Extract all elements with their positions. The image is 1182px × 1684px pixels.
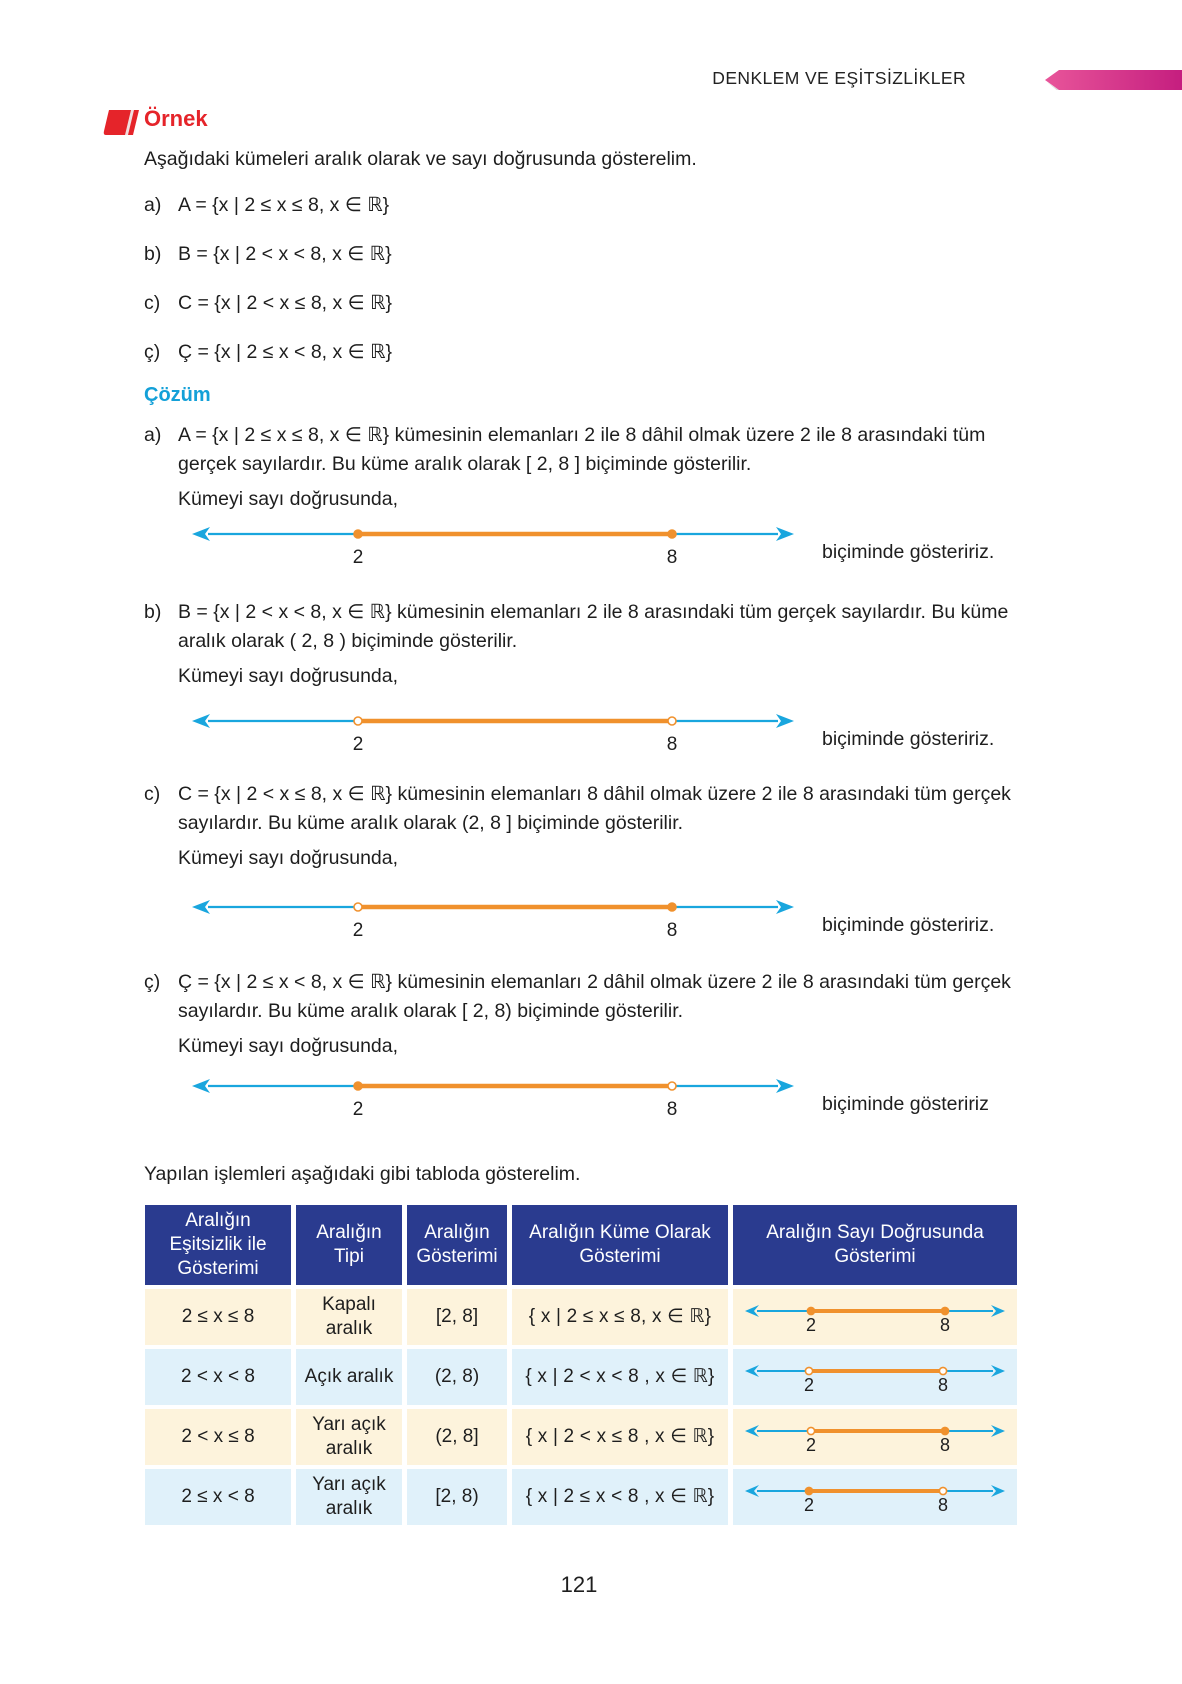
example-item-letter: b) [144, 243, 162, 265]
example-item-letter: ç) [144, 341, 161, 363]
table-row [145, 1289, 1017, 1345]
number-line [188, 891, 798, 939]
closed-endpoint-right [941, 1307, 948, 1314]
arrow-right-icon [776, 1079, 794, 1093]
example-item-letter: a) [144, 194, 162, 216]
open-endpoint-right [668, 1082, 676, 1090]
type-cell: Yarı açık aralık [296, 1409, 402, 1465]
number-line [188, 518, 798, 566]
arrow-left-icon [745, 1485, 759, 1497]
number-line-note: biçiminde gösteririz [822, 1093, 989, 1115]
solution-text-line: A = {x | 2 ≤ x ≤ 8, x ∈ ℝ} kümesinin elemanları 2 ile 8 dâhil olmak üzere 2 ile 8 arasındaki tüm [178, 424, 986, 446]
tick-label-right: 8 [666, 1099, 678, 1118]
interval-summary-table [140, 1201, 1022, 1529]
number-line-note: biçiminde gösteririz. [822, 914, 995, 936]
tick-label-right: 8 [666, 734, 678, 753]
tick-label-right: 8 [937, 1375, 949, 1395]
solution-text-line: Kümeyi sayı doğrusunda, [178, 665, 399, 687]
inequality-cell: 2 ≤ x ≤ 8 [145, 1289, 291, 1345]
solution-label: Çözüm [144, 384, 211, 406]
arrow-left-icon [745, 1425, 759, 1437]
column-header: Aralığın Eşitsizlik ile Gösterimi [145, 1205, 291, 1285]
chapter-title: DENKLEM VE EŞİTSİZLİKLER [712, 68, 966, 88]
tick-label-right: 8 [937, 1495, 949, 1515]
solution-letter: c) [144, 783, 161, 805]
solution-text-line: gerçek sayılardır. Bu küme aralık olarak [ 2, 8 ] biçiminde gösterilir. [178, 453, 752, 475]
tick-label-left: 2 [803, 1375, 815, 1395]
interval-cell: [2, 8] [407, 1289, 507, 1345]
number-line-cell [733, 1349, 1017, 1405]
arrow-right-icon [991, 1485, 1005, 1497]
number-line [188, 705, 798, 753]
table-row [145, 1349, 1017, 1405]
tick-label-left: 2 [352, 1099, 364, 1118]
solution-text-line: sayılardır. Bu küme aralık olarak (2, 8 ] biçiminde gösterilir. [178, 812, 684, 834]
chapter-band-decoration [1045, 70, 1182, 90]
arrow-right-icon [776, 714, 794, 728]
number-line [741, 1479, 1009, 1515]
number-line-note: biçiminde gösteririz. [822, 728, 995, 750]
solution-text-line: C = {x | 2 < x ≤ 8, x ∈ ℝ} kümesinin elemanları 8 dâhil olmak üzere 2 ile 8 arasındaki tüm gerçek [178, 783, 1011, 805]
example-label: Örnek [144, 106, 208, 131]
solution-letter: a) [144, 424, 162, 446]
arrow-left-icon [745, 1305, 759, 1317]
closed-endpoint-right [668, 903, 676, 911]
arrow-left-icon [192, 1079, 210, 1093]
arrow-right-icon [776, 527, 794, 541]
tick-label-left: 2 [352, 920, 364, 939]
open-endpoint-left [805, 1367, 812, 1374]
solution-text-line: B = {x | 2 < x < 8, x ∈ ℝ} kümesinin elemanları 2 ile 8 arasındaki tüm gerçek sayılardır. Bu küme [178, 601, 1009, 623]
arrow-left-icon [192, 900, 210, 914]
solution-text-line: Kümeyi sayı doğrusunda, [178, 488, 399, 510]
arrow-right-icon [991, 1305, 1005, 1317]
inequality-cell: 2 < x ≤ 8 [145, 1409, 291, 1465]
interval-cell: (2, 8] [407, 1409, 507, 1465]
set-cell: { x | 2 ≤ x < 8 , x ∈ ℝ} [512, 1469, 728, 1525]
solution-text-line: aralık olarak ( 2, 8 ) biçiminde gösterilir. [178, 630, 518, 652]
set-cell: { x | 2 ≤ x ≤ 8, x ∈ ℝ} [512, 1289, 728, 1345]
solution-letter: ç) [144, 971, 161, 993]
interval-cell: (2, 8) [407, 1349, 507, 1405]
set-cell: { x | 2 < x < 8 , x ∈ ℝ} [512, 1349, 728, 1405]
example-item-text: A = {x | 2 ≤ x ≤ 8, x ∈ ℝ} [178, 194, 390, 216]
example-item-text: B = {x | 2 < x < 8, x ∈ ℝ} [178, 243, 392, 265]
tick-label-left: 2 [803, 1495, 815, 1515]
table-header-row [145, 1205, 1017, 1285]
arrow-left-icon [192, 714, 210, 728]
type-cell: Yarı açık aralık [296, 1469, 402, 1525]
number-line-cell [733, 1409, 1017, 1465]
page-number: 121 [560, 1572, 598, 1597]
interval-cell: [2, 8) [407, 1469, 507, 1525]
table-row [145, 1469, 1017, 1525]
number-line [741, 1419, 1009, 1455]
tick-label-left: 2 [805, 1315, 817, 1335]
column-header: Aralığın Tipi [296, 1205, 402, 1285]
solution-text-line: Kümeyi sayı doğrusunda, [178, 847, 399, 869]
tick-label-left: 2 [352, 734, 364, 753]
open-endpoint-right [939, 1487, 946, 1494]
number-line [741, 1299, 1009, 1335]
solution-text-line: Ç = {x | 2 ≤ x < 8, x ∈ ℝ} kümesinin elemanları 2 dâhil olmak üzere 2 ile 8 arasındaki tüm gerçek [178, 971, 1011, 993]
arrow-left-icon [745, 1365, 759, 1377]
solution-text-line: sayılardır. Bu küme aralık olarak [ 2, 8) biçiminde gösterilir. [178, 1000, 684, 1022]
example-flag-icon [103, 108, 139, 136]
number-line-note: biçiminde gösteririz. [822, 541, 995, 563]
tick-label-left: 2 [352, 547, 364, 566]
column-header: Aralığın Küme Olarak Gösterimi [512, 1205, 728, 1285]
inequality-cell: 2 ≤ x < 8 [145, 1469, 291, 1525]
number-line-cell [733, 1469, 1017, 1525]
closed-endpoint-left [354, 1082, 362, 1090]
table-intro: Yapılan işlemleri aşağıdaki gibi tabloda gösterelim. [144, 1163, 581, 1185]
set-cell: { x | 2 < x ≤ 8 , x ∈ ℝ} [512, 1409, 728, 1465]
solution-text-line: Kümeyi sayı doğrusunda, [178, 1035, 399, 1057]
closed-endpoint-left [805, 1487, 812, 1494]
column-header: Aralığın Sayı Doğrusunda Gösterimi [733, 1205, 1017, 1285]
number-line [188, 1070, 798, 1118]
closed-endpoint-left [807, 1307, 814, 1314]
example-prompt: Aşağıdaki kümeleri aralık olarak ve sayı doğrusunda gösterelim. [144, 148, 697, 170]
closed-endpoint-right [668, 530, 676, 538]
closed-endpoint-left [354, 530, 362, 538]
tick-label-left: 2 [805, 1435, 817, 1455]
table-row [145, 1409, 1017, 1465]
solution-letter: b) [144, 601, 162, 623]
open-endpoint-left [807, 1427, 814, 1434]
closed-endpoint-right [941, 1427, 948, 1434]
example-item-text: Ç = {x | 2 ≤ x < 8, x ∈ ℝ} [178, 341, 393, 363]
open-endpoint-left [354, 903, 362, 911]
arrow-right-icon [776, 900, 794, 914]
tick-label-right: 8 [666, 920, 678, 939]
example-item-letter: c) [144, 292, 161, 314]
open-endpoint-left [354, 717, 362, 725]
arrow-left-icon [192, 527, 210, 541]
example-item-text: C = {x | 2 < x ≤ 8, x ∈ ℝ} [178, 292, 393, 314]
tick-label-right: 8 [666, 547, 678, 566]
open-endpoint-right [668, 717, 676, 725]
type-cell: Kapalı aralık [296, 1289, 402, 1345]
open-endpoint-right [939, 1367, 946, 1374]
type-cell: Açık aralık [296, 1349, 402, 1405]
tick-label-right: 8 [939, 1315, 951, 1335]
tick-label-right: 8 [939, 1435, 951, 1455]
inequality-cell: 2 < x < 8 [145, 1349, 291, 1405]
number-line-cell [733, 1289, 1017, 1345]
column-header: Aralığın Gösterimi [407, 1205, 507, 1285]
number-line [741, 1359, 1009, 1395]
arrow-right-icon [991, 1365, 1005, 1377]
arrow-right-icon [991, 1425, 1005, 1437]
